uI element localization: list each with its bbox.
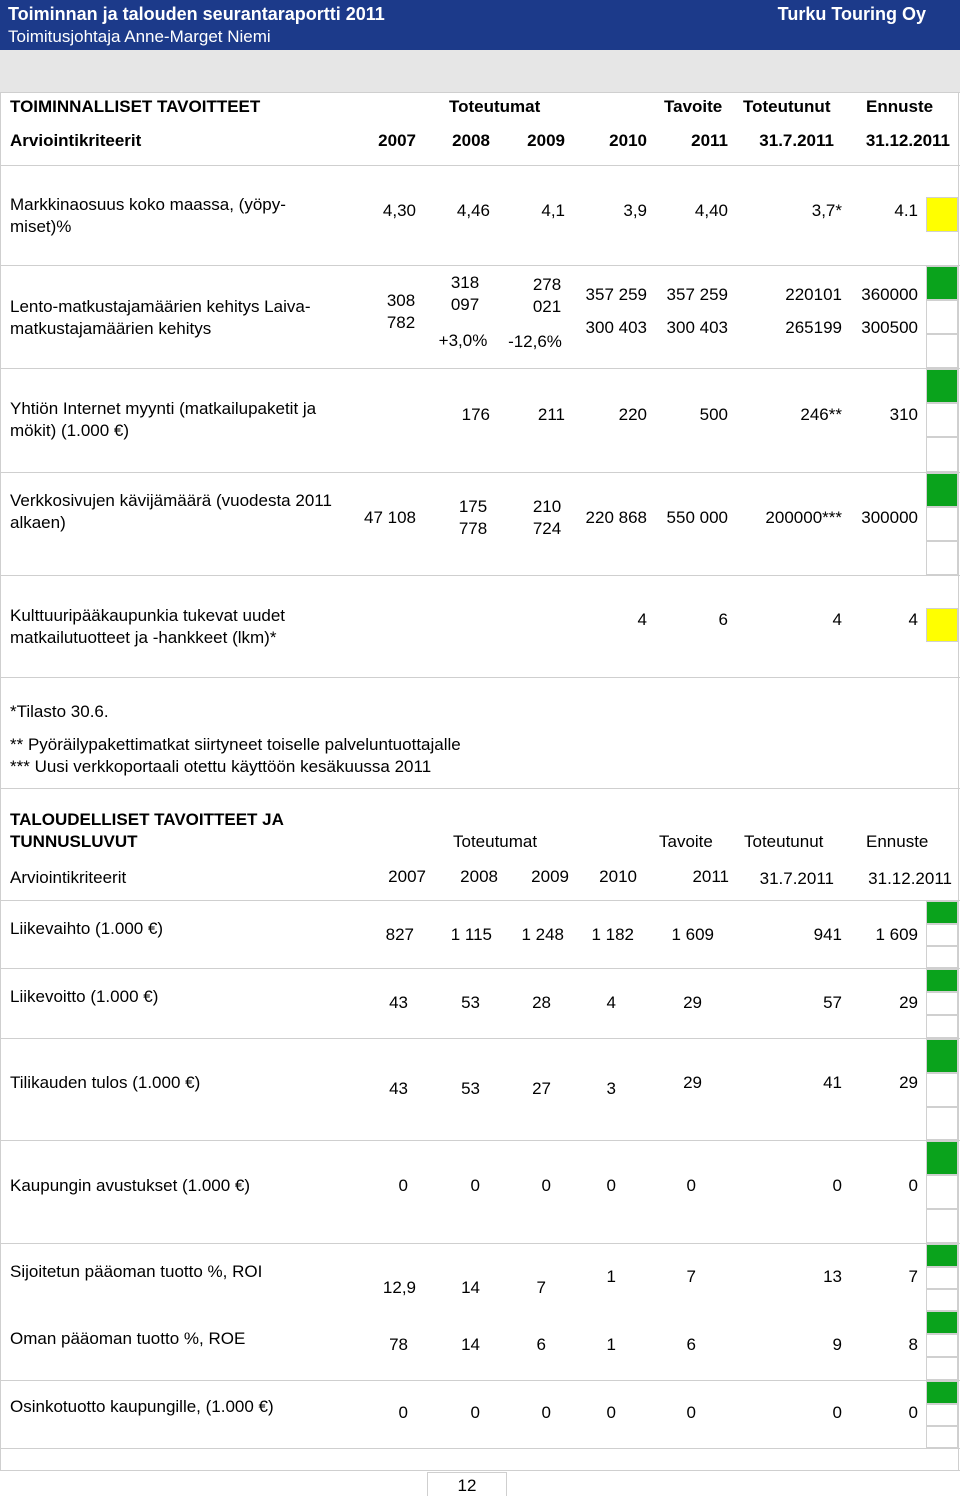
row-label-passenger-development: Lento-matkustajamäärien kehitys Laiva-matkustajamäärien kehitys: [10, 297, 311, 338]
status-indicator-green: [926, 1311, 958, 1334]
value-cell: 78: [389, 1335, 408, 1354]
value-cell: 6: [686, 1335, 696, 1354]
report-title: Toiminnan ja talouden seurantaraportti 2011: [8, 4, 385, 24]
value-cell: 4,1: [541, 201, 565, 220]
value-cell: 220 868: [585, 508, 647, 527]
value-cell: 0: [541, 1403, 551, 1422]
row-label-market-share: Markkinaosuus koko maassa, (yöpy-miset)%: [10, 195, 286, 236]
status-indicator-empty: [926, 403, 958, 437]
footnote: ** Pyöräilypakettimatkat siirtyneet toiselle palveluntuottajalle: [10, 735, 461, 754]
status-indicator-empty: [926, 1426, 958, 1448]
status-indicator-yellow: [926, 608, 958, 642]
value-cell: 310: [889, 405, 918, 424]
status-indicator-empty: [926, 946, 958, 968]
row-label-internet-sales: Yhtiön Internet myynti (matkailupaketit ja mökit) (1.000 €): [10, 399, 317, 440]
col-group-toteutumat: Toteutumat: [453, 832, 538, 851]
year-header: 31.7.2011: [759, 869, 834, 888]
grid-line: [0, 1140, 960, 1141]
value-cell: 4,46: [456, 201, 490, 220]
value-cell: 29: [683, 1073, 702, 1092]
footnote: *** Uusi verkkoportaali otettu käyttöön kesäkuussa 2011: [10, 757, 432, 776]
value-cell: 0: [541, 1176, 551, 1195]
value-cell: 43: [389, 993, 408, 1012]
value-cell: 1 182: [591, 925, 634, 944]
grid-line: [0, 968, 960, 969]
page-number: 12: [427, 1472, 507, 1496]
value-cell: 0: [470, 1403, 480, 1422]
status-indicator-empty: [926, 992, 958, 1015]
grid-line: [0, 677, 960, 678]
value-cell: 1 248: [521, 925, 564, 944]
year-header: 2010: [599, 867, 637, 886]
col-group-toteutunut: Toteutunut: [744, 832, 824, 851]
status-indicator-empty: [926, 541, 958, 575]
value-cell: 0: [832, 1176, 842, 1195]
value-cell: 7: [686, 1267, 696, 1286]
year-header: 31.7.2011: [759, 131, 834, 150]
value-cell: 4: [832, 610, 842, 629]
col-group-ennuste: Ennuste: [866, 97, 934, 116]
grid-line: [0, 575, 960, 576]
value-cell: 6: [536, 1335, 546, 1354]
value-cell: 7: [536, 1278, 546, 1297]
value-cell: 357 259: [666, 285, 728, 304]
value-cell: 0: [606, 1403, 616, 1422]
row-label-net-result: Tilikauden tulos (1.000 €): [10, 1073, 201, 1092]
value-cell: 7: [908, 1267, 918, 1286]
value-cell: 210 724: [532, 497, 562, 538]
value-cell: 29: [683, 993, 702, 1012]
grid-line: [0, 165, 960, 166]
value-cell: 220101: [785, 285, 842, 304]
value-cell: 278 021: [532, 275, 562, 316]
operational-section-title: TOIMINNALLISET TAVOITTEET: [10, 97, 261, 116]
status-indicator-empty: [926, 437, 958, 472]
value-cell: 29: [899, 993, 918, 1012]
value-cell: 357 259: [585, 285, 647, 304]
company-name: Turku Touring Oy: [777, 4, 926, 24]
value-cell: 308 782: [386, 291, 416, 332]
value-cell: 0: [686, 1403, 696, 1422]
grid-line: [0, 92, 960, 93]
value-cell: 175 778: [458, 497, 488, 538]
value-cell: 14: [461, 1335, 480, 1354]
year-header: 2009: [531, 867, 569, 886]
value-cell: 3: [606, 1079, 616, 1098]
value-cell: 318 097: [450, 273, 480, 314]
value-cell: 1: [606, 1267, 616, 1286]
status-indicator-green: [926, 1381, 958, 1404]
grid-line: [0, 472, 960, 473]
grid-line: [0, 900, 960, 901]
value-cell: 300 403: [666, 318, 728, 337]
report-header: [0, 0, 960, 50]
value-cell: 0: [606, 1176, 616, 1195]
year-header: 2007: [388, 867, 426, 886]
value-cell: 4: [908, 610, 918, 629]
year-header: 2011: [691, 131, 728, 150]
col-group-toteutunut: Toteutunut: [743, 97, 831, 116]
value-cell: 941: [813, 925, 842, 944]
value-cell: 176: [461, 405, 490, 424]
criteria-header: Arviointikriteerit: [10, 131, 142, 150]
status-indicator-empty: [926, 1107, 958, 1140]
value-cell: 0: [908, 1403, 918, 1422]
criteria-header: Arviointikriteerit: [10, 868, 127, 887]
value-cell: 300 403: [585, 318, 647, 337]
row-label-operating-profit: Liikevoitto (1.000 €): [10, 987, 159, 1006]
status-indicator-green: [926, 473, 958, 507]
grid-line: [0, 1448, 960, 1449]
value-cell: 300000: [861, 508, 918, 527]
value-cell: 0: [908, 1176, 918, 1195]
value-cell: 6: [718, 610, 728, 629]
col-group-tavoite: Tavoite: [664, 97, 723, 116]
value-cell: 47 108: [364, 508, 416, 527]
year-header: 2008: [460, 867, 498, 886]
value-cell: 1 609: [875, 925, 918, 944]
grid-line: [0, 1038, 960, 1039]
status-indicator-green: [926, 1039, 958, 1073]
value-cell: 53: [461, 993, 480, 1012]
status-indicator-green: [926, 901, 958, 924]
value-cell: 4.1: [894, 201, 918, 220]
year-header: 2009: [527, 131, 565, 150]
value-cell: 14: [461, 1278, 480, 1297]
grid-line: [958, 92, 959, 1470]
col-group-ennuste: Ennuste: [866, 832, 929, 851]
value-cell: 1 115: [450, 925, 492, 944]
status-indicator-empty: [926, 924, 958, 946]
value-cell: +3,0%: [438, 331, 488, 350]
grid-line: [0, 92, 1, 1470]
status-indicator-empty: [926, 1404, 958, 1426]
value-cell: 246**: [800, 405, 842, 424]
financial-section-title-line2: TUNNUSLUVUT: [10, 832, 138, 851]
value-cell: 360000: [861, 285, 918, 304]
status-indicator-empty: [926, 1289, 958, 1311]
grid-line: [0, 1380, 960, 1381]
value-cell: 0: [398, 1176, 408, 1195]
col-group-tavoite: Tavoite: [659, 832, 713, 851]
row-label-culture-capital-products: Kulttuuripääkaupunkia tukevat uudet matkailutuotteet ja -hankkeet (lkm)*: [10, 606, 286, 647]
value-cell: 4: [637, 610, 647, 629]
grid-line: [0, 1470, 960, 1471]
report-author: Toimitusjohtaja Anne-Marget Niemi: [8, 27, 271, 46]
grid-line: [0, 788, 960, 789]
value-cell: 53: [461, 1079, 480, 1098]
value-cell: 29: [899, 1073, 918, 1092]
value-cell: 0: [470, 1176, 480, 1195]
grid-line: [0, 368, 960, 369]
value-cell: 13: [823, 1267, 842, 1286]
col-group-toteutumat: Toteutumat: [449, 97, 541, 116]
year-header: 31.12.2011: [868, 869, 952, 888]
year-header: 2008: [452, 131, 490, 150]
value-cell: 300500: [861, 318, 918, 337]
value-cell: 4: [606, 993, 616, 1012]
status-indicator-empty: [926, 507, 958, 541]
value-cell: 265199: [785, 318, 842, 337]
year-header: 31.12.2011: [865, 131, 950, 150]
status-indicator-empty: [926, 1209, 958, 1243]
header-spacer: [0, 50, 960, 92]
status-indicator-green: [926, 266, 958, 300]
status-indicator-yellow: [926, 197, 958, 232]
value-cell: 9: [832, 1335, 842, 1354]
status-indicator-empty: [926, 300, 958, 334]
value-cell: 41: [823, 1073, 842, 1092]
value-cell: 200000***: [765, 508, 842, 527]
status-indicator-empty: [926, 1267, 958, 1289]
status-indicator-empty: [926, 1015, 958, 1038]
year-header: 2007: [378, 131, 416, 150]
value-cell: 211: [537, 405, 565, 424]
row-label-roi: Sijoitetun pääoman tuotto %, ROI: [10, 1262, 263, 1281]
footnote: *Tilasto 30.6.: [10, 702, 109, 721]
value-cell: 27: [532, 1079, 551, 1098]
status-indicator-empty: [926, 1334, 958, 1357]
value-cell: 0: [686, 1176, 696, 1195]
value-cell: 1: [606, 1335, 616, 1354]
year-header: 2011: [692, 867, 729, 886]
status-indicator-empty: [926, 1073, 958, 1107]
value-cell: 8: [908, 1335, 918, 1354]
row-label-roe: Oman pääoman tuotto %, ROE: [10, 1329, 246, 1348]
status-indicator-green: [926, 1141, 958, 1175]
row-label-website-visitors: Verkkosivujen kävijämäärä (vuodesta 2011 alkaen): [10, 491, 332, 532]
grid-line: [0, 265, 960, 266]
value-cell: 1 609: [671, 925, 714, 944]
status-indicator-empty: [926, 1175, 958, 1209]
value-cell: 12,9: [382, 1278, 416, 1297]
status-indicator-empty: [926, 1357, 958, 1380]
row-label-dividend-yield: Osinkotuotto kaupungille, (1.000 €): [10, 1397, 274, 1416]
status-indicator-green: [926, 1244, 958, 1267]
value-cell: 220: [618, 405, 647, 424]
financial-section-title: TALOUDELLISET TAVOITTEET JA: [10, 810, 284, 829]
value-cell: 28: [532, 993, 551, 1012]
value-cell: 3,9: [623, 201, 647, 220]
value-cell: 827: [385, 925, 414, 944]
value-cell: 0: [398, 1403, 408, 1422]
value-cell: 3,7*: [811, 201, 842, 220]
status-indicator-empty: [926, 334, 958, 368]
grid-line: [0, 1243, 960, 1244]
status-indicator-green: [926, 969, 958, 992]
value-cell: 0: [832, 1403, 842, 1422]
value-cell: 500: [699, 405, 728, 424]
row-label-city-subsidies: Kaupungin avustukset (1.000 €): [10, 1176, 251, 1195]
value-cell: 43: [389, 1079, 408, 1098]
value-cell: 57: [823, 993, 842, 1012]
year-header: 2010: [609, 131, 647, 150]
value-cell: 4,30: [382, 201, 416, 220]
value-cell: 4,40: [694, 201, 728, 220]
status-indicator-green: [926, 369, 958, 403]
value-cell: -12,6%: [508, 332, 562, 351]
value-cell: 550 000: [666, 508, 728, 527]
row-label-revenue: Liikevaihto (1.000 €): [10, 919, 164, 938]
